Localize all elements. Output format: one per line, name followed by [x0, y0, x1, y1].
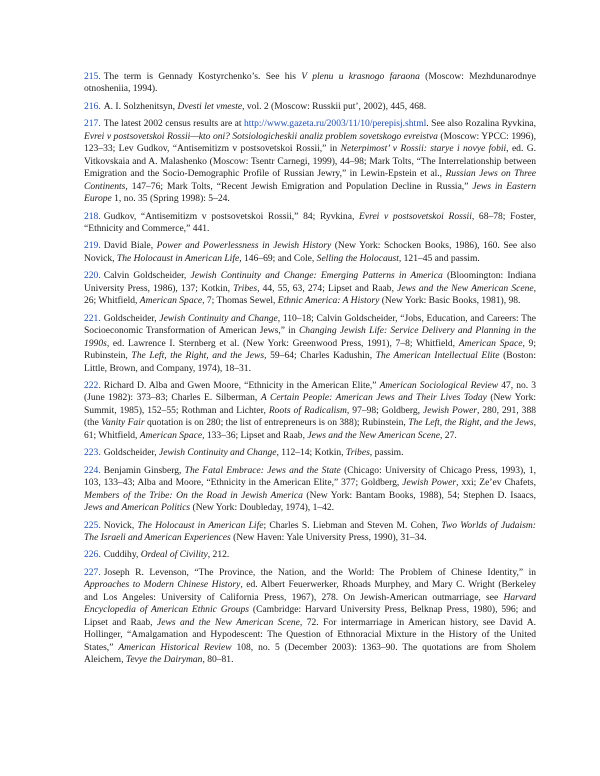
italic-title-text: Tribes — [345, 447, 370, 459]
note-text: The term is Gennady Kostyrchenko’s. See his — [103, 71, 302, 82]
italic-title-text: The Holocaust in American Life — [116, 252, 240, 264]
endnote — [84, 313, 536, 375]
endnote-number-link[interactable]: 221. — [84, 312, 101, 324]
endnote — [84, 520, 536, 545]
note-text: A. I. Solzhenitsyn, — [103, 100, 178, 112]
italic-title-text: American Sociological Review — [379, 379, 499, 391]
endnote — [84, 380, 536, 442]
italic-title-text: V plenu u krasnogo faraona — [301, 71, 420, 82]
note-text: , 80–81. — [202, 654, 234, 666]
note-text: , 7; Thomas Sewel, — [202, 295, 278, 307]
endnote — [84, 71, 536, 96]
endnote-number-link[interactable]: 227. — [84, 566, 101, 578]
italic-title-text: Roots of Radicalism — [268, 404, 347, 416]
note-text: Richard D. Alba and Gwen Moore, “Ethnicity in the American Elite,” — [103, 379, 380, 391]
note-text: , 280, 291, 388 (the — [84, 404, 536, 429]
url-link[interactable]: http://www.gazeta.ru/2003/11/10/perepisj.shtml — [244, 118, 427, 130]
note-text: , 133–36; Lipset and Raab, — [202, 429, 308, 441]
endnote-number-link[interactable]: 225. — [84, 519, 101, 531]
endnote — [84, 549, 536, 561]
italic-title-text: Russian Jews on Three Continents — [84, 168, 536, 192]
note-text: (Cambridge: Harvard University Press, Belknap Press, 1980), 596; and Lipset and Raab, — [84, 604, 536, 628]
italic-title-text: Dvesti let vmeste — [177, 100, 243, 112]
italic-title-text: Approaches to Modern Chinese History — [84, 579, 241, 591]
italic-title-text: Jewish Continuity and Change: Emerging Patterns in America — [190, 270, 443, 282]
note-text: (New York: Schocken Books, 1986), 160. See also Novick, — [84, 240, 537, 264]
note-text: . See also Rozalina Ryvkina, — [426, 118, 536, 130]
endnote-number-link[interactable]: 223. — [84, 447, 101, 459]
italic-title-text: The Holocaust in American Life — [137, 519, 264, 531]
note-text: The latest 2002 census results are at — [103, 118, 245, 130]
italic-title-text: The Left, the Right, and the Jews — [131, 350, 265, 362]
note-text: , 9; Rubinstein, — [84, 337, 536, 362]
italic-title-text: American Space — [139, 429, 203, 441]
italic-title-text: Selling the Holocaust — [316, 252, 399, 264]
note-text: , ed. G. Vitkovskaia and A. Malashenko (Moscow: Tsentr Carnegi, 1999), 44–98; Mark Tolts, “The Interrelationship between Emigration and the Socio-Demographic Profile of Russian Jewry,” in Lewin-Epstein et al., — [84, 143, 536, 180]
italic-title-text: American Space — [458, 337, 523, 349]
note-text: Goldscheider, — [103, 312, 160, 324]
italic-title-text: Changing Jewish Life: Service Delivery and Planning in the 1990s — [84, 325, 537, 349]
note-text: (Bloomington: Indiana University Press, 1986), 137; Kotkin, — [84, 270, 537, 294]
italic-title-text: Jewish Power — [423, 404, 477, 416]
italic-title-text: Jews and the New American Scene — [397, 282, 534, 294]
italic-title-text: Evrei v postsovetskoi Rossii—kto oni? Sotsiologicheskii analiz problem sovetskogo evreistva — [84, 130, 438, 142]
note-text: Gudkov, “Antisemitizm v postsovetskoi Rossii,” 84; Ryvkina, — [103, 210, 360, 222]
italic-title-text: Evrei v postsovetskoi Rossii — [359, 210, 472, 222]
italic-title-text: Jewish Continuity and Change — [159, 447, 277, 459]
endnote-number-link[interactable]: 218. — [84, 210, 101, 222]
note-text: quotation is on 280; the list of entrepreneurs is on 388); Rubinstein, — [144, 417, 409, 429]
italic-title-text: Harvard Encyclopedia of American Ethnic Groups — [84, 591, 536, 616]
endnotes-list — [84, 71, 536, 671]
endnote — [84, 101, 536, 113]
endnote-number-link[interactable]: 216. — [84, 100, 101, 112]
italic-title-text: American Space — [139, 295, 203, 307]
endnote-number-link[interactable]: 220. — [84, 270, 101, 282]
italic-title-text: The American Intellectual Elite — [375, 350, 500, 362]
note-text: , 121–45 and passim. — [398, 252, 480, 264]
endnote — [84, 118, 536, 205]
italic-title-text: Neterpimost’ v Rossii: starye i novye fobii — [340, 143, 507, 155]
endnote-number-link[interactable]: 217. — [84, 118, 101, 130]
italic-title-text: Ordeal of Civility — [140, 549, 208, 561]
endnote — [84, 211, 536, 236]
note-text: , 61; Whitfield, — [84, 417, 536, 441]
note-text: (Moscow: Mezhdunarodnye otnosheniia, 1994). — [84, 71, 536, 95]
note-text: , 72. For intermarriage in American history, see David A. Hollinger, “Amalgamation and Hypodescent: The Question of Ethnoracial Mixture in the History of the United States,” — [84, 616, 537, 653]
endnote-number-link[interactable]: 219. — [84, 240, 101, 252]
note-text: , ed. Albert Feuerwerker, Rhoads Murphey, and Mary C. Wright (Berkeley and Los Angeles: University of California Press, 1967), 278. On Jewish-American outmarriage, see — [84, 579, 536, 603]
endnote — [84, 567, 536, 667]
endnote-number-link[interactable]: 224. — [84, 464, 101, 476]
note-text: (Moscow: YPCC: 1996), 123–33; Lev Gudkov, “Antisemitizm v postsovetskoi Rossii,” in — [84, 130, 536, 155]
italic-title-text: Jewish Continuity and Change — [159, 312, 278, 324]
italic-title-text: Vanity Fair — [101, 417, 145, 429]
italic-title-text: Jewish Power — [402, 477, 457, 489]
endnote — [84, 240, 536, 265]
note-text: 1, no. 35 (Spring 1998): 5–24. — [111, 193, 230, 205]
note-text: , 212. — [207, 549, 230, 561]
note-text: Cuddihy, — [103, 549, 141, 561]
note-text: , 97–98; Goldberg, — [346, 404, 424, 416]
italic-title-text: American Historical Review — [118, 641, 232, 653]
italic-title-text: The Fatal Embrace: Jews and the State — [184, 464, 341, 476]
italic-title-text: Tevye the Dairyman — [125, 654, 203, 666]
italic-title-text: Jews and the New American Scene — [156, 616, 300, 628]
italic-title-text: Jews in Eastern Europe — [84, 180, 536, 205]
note-text: (New Haven: Yale University Press, 1990), 31–34. — [230, 531, 427, 543]
note-text: , 27. — [440, 429, 457, 441]
note-text: Calvin Goldscheider, — [103, 270, 191, 282]
note-text: , 68–78; Foster, “Ethnicity and Commerce,” 441. — [84, 210, 536, 234]
note-text: , ed. Lawrence I. Sternberg et al. (New York: Greenwood Press, 1991), 7–8; Whitfield, — [106, 337, 459, 349]
note-text: , xxi; Ze’ev Chafets, — [456, 477, 536, 489]
endnote-number-link[interactable]: 222. — [84, 379, 101, 391]
note-text: (New York: Summit, 1985), 152–55; Rothman and Lichter, — [84, 392, 536, 416]
endnote-number-link[interactable]: 215. — [84, 71, 101, 82]
note-text: Benjamin Ginsberg, — [103, 464, 185, 476]
note-text: , 59–64; Charles Kadushin, — [264, 350, 376, 362]
note-text: , 112–14; Kotkin, — [276, 447, 346, 459]
endnote — [84, 447, 536, 459]
italic-title-text: Members of the Tribe: On the Road in Jewish America — [84, 489, 303, 501]
note-text: (New York: Basic Books, 1981), 98. — [379, 295, 521, 307]
endnote — [84, 270, 536, 307]
italic-title-text: Power and Powerlessness in Jewish History — [156, 240, 332, 252]
italic-title-text: Jews and the New American Scene — [307, 429, 441, 441]
note-text: Goldscheider, — [103, 447, 160, 459]
note-text: (Boston: Little, Brown, and Company, 1974), 18–31. — [84, 350, 536, 374]
note-text: , vol. 2 (Moscow: Russkii put’, 2002), 445, 468. — [242, 100, 427, 112]
note-text: , passim. — [369, 447, 404, 459]
note-text: 108, no. 5 (December 2003): 1363–90. The quotations are from Sholem Aleichem, — [84, 641, 536, 666]
italic-title-text: Ethnic America: A History — [277, 295, 380, 307]
note-text: (New York: Doubleday, 1974), 1–42. — [190, 502, 335, 514]
endnote — [84, 465, 536, 515]
note-text: Novick, — [103, 519, 138, 531]
note-text: Joseph R. Levenson, “The Province, the Nation, and the World: The Problem of Chinese Identity,” in — [103, 566, 536, 578]
italic-title-text: Jews and American Politics — [84, 502, 191, 514]
note-text: (Chicago: University of Chicago Press, 1993), 1, 103, 133–43; Alba and Moore, “Ethnicity in the American Elite,” 377; Goldberg, — [84, 464, 536, 489]
note-text: , 44, 55, 63, 274; Lipset and Raab, — [257, 282, 398, 294]
italic-title-text: Two Worlds of Judaism: The Israeli and American Experiences — [84, 519, 536, 543]
note-text: (New York: Bantam Books, 1988), 54; Stephen D. Isaacs, — [302, 489, 536, 501]
note-text: , 147–76; Mark Tolts, “Recent Jewish Emigration and Population Decline in Russia,” — [125, 180, 473, 192]
note-text: , 110–18; Calvin Goldscheider, “Jobs, Education, and Careers: The Socioeconomic Transformation of American Jews,” in — [84, 312, 536, 337]
note-text: David Biale, — [103, 240, 157, 252]
note-text: 47, no. 3 (June 1982): 373–83; Charles E. Silberman, — [84, 379, 537, 404]
note-text: , 26; Whitfield, — [84, 282, 537, 307]
endnote-number-link[interactable]: 226. — [84, 549, 101, 561]
note-text: , 146–69; and Cole, — [239, 252, 317, 264]
note-text: ; Charles S. Liebman and Steven M. Cohen, — [263, 519, 442, 531]
italic-title-text: The Left, the Right, and the Jews — [408, 417, 534, 429]
italic-title-text: Tribes — [233, 282, 258, 294]
italic-title-text: A Certain People: American Jews and Their Lives Today — [260, 392, 487, 404]
